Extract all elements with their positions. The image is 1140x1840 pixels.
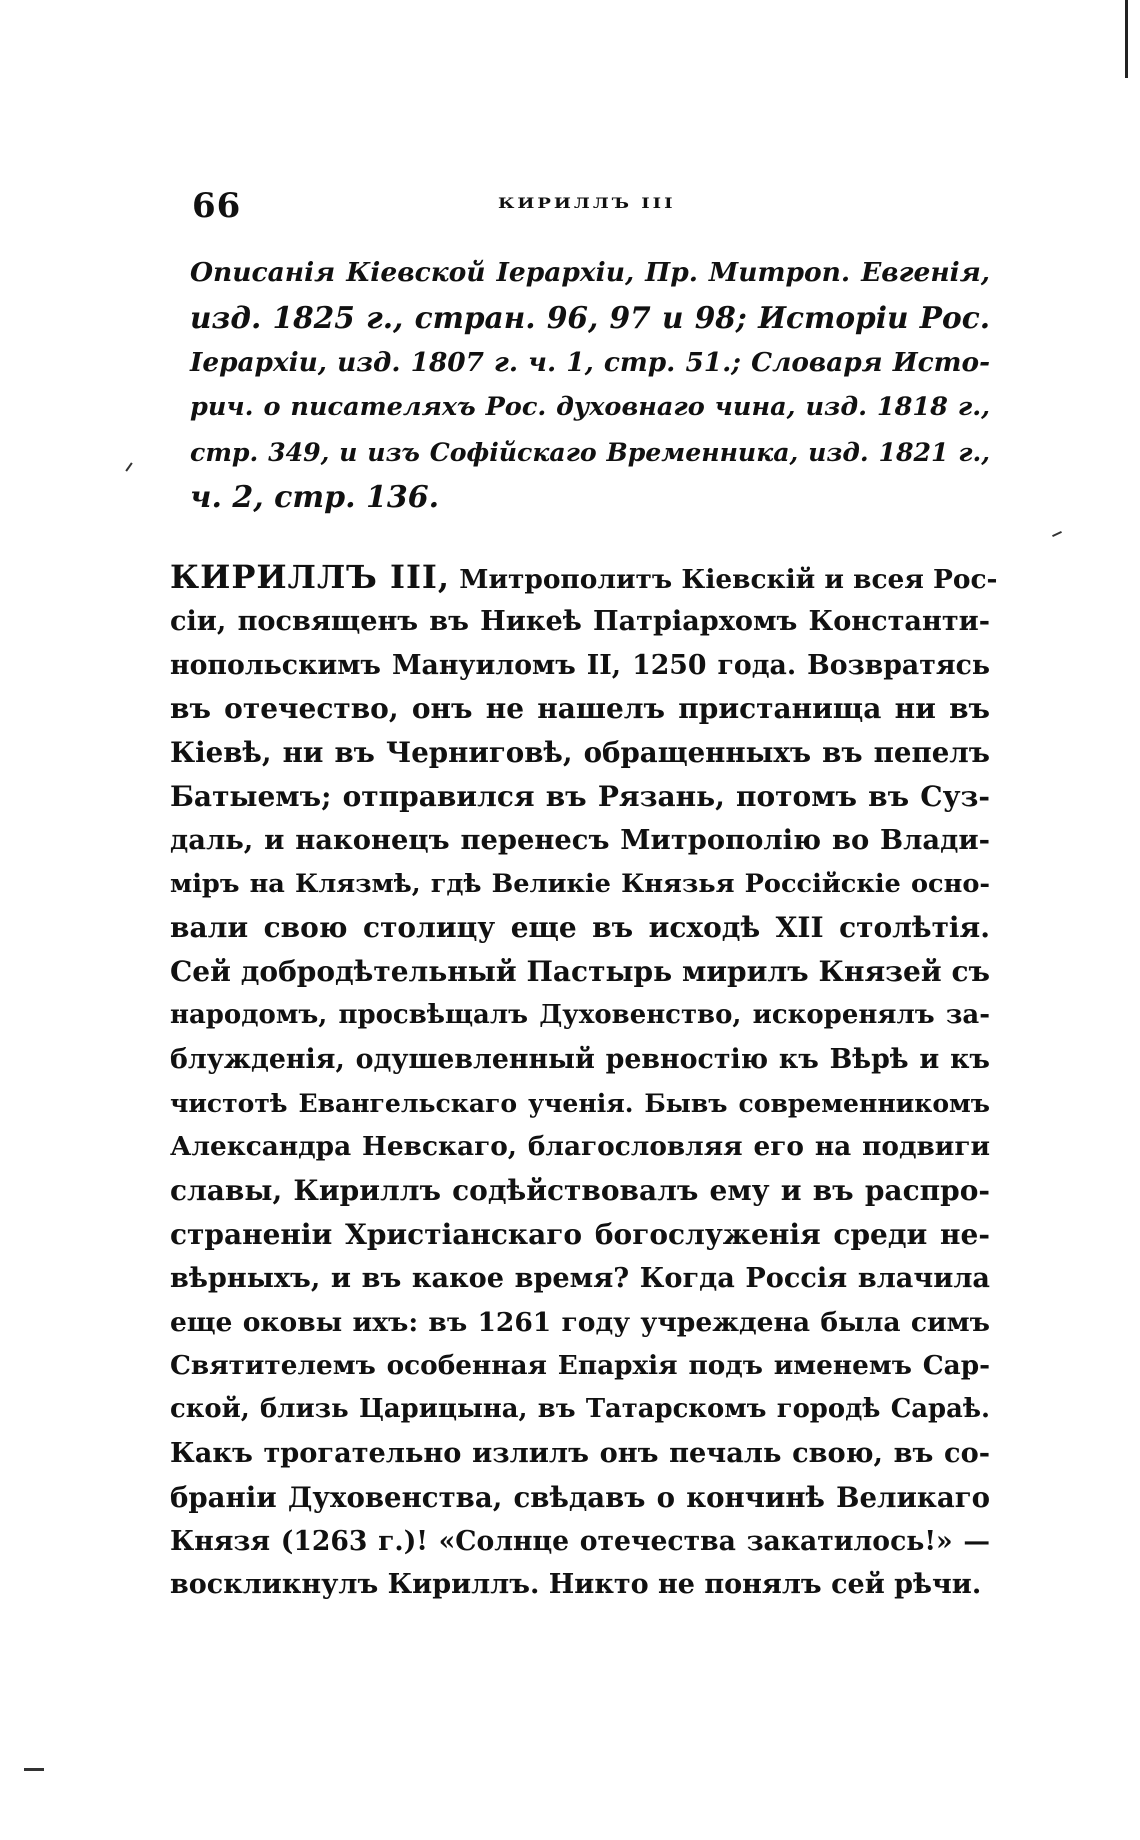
article-line: вѣрныхъ, и въ какое время? Когда Россія влачила <box>170 1262 990 1294</box>
bibliography-line: стр. 349, и изъ Софійскаго Временника, изд. 1821 г., <box>190 437 990 467</box>
article-line: даль, и наконецъ перенесъ Митрополію во Влади- <box>170 823 990 856</box>
bibliography-line: Іерархіи, изд. 1807 г. ч. 1, стр. 51.; Словаря Исто- <box>190 347 990 378</box>
article-line: страненіи Христіанскаго богослуженія среди не- <box>170 1217 990 1251</box>
article-line: Князя (1263 г.)! «Солнце отечества закатилось!» — <box>170 1525 990 1557</box>
running-head: КИРИЛЛЪ III <box>498 196 676 212</box>
stray-mark <box>1052 531 1062 537</box>
article-first-line <box>170 556 998 600</box>
article-line: Сей добродѣтельный Пастырь мирилъ Князей съ <box>170 955 990 989</box>
article-line: міръ на Клязмѣ, гдѣ Великіе Князья Россійскіе осно- <box>170 868 990 899</box>
article-line: нопольскимъ Мануиломъ II, 1250 года. Возвратясь <box>170 649 990 681</box>
article-line: Какъ трогательно излилъ онъ печаль свою, въ со- <box>170 1436 990 1469</box>
article-line: Александра Невскаго, благословляя его на подвиги <box>170 1131 990 1163</box>
bibliography-block <box>190 250 990 520</box>
article-headword: КИРИЛЛЪ III, <box>170 558 451 596</box>
scan-edge-mark <box>1125 0 1128 78</box>
article-line: въ отечество, онъ не нашелъ пристанища ни въ <box>170 692 990 726</box>
article-line: славы, Кириллъ содѣйствовалъ ему и въ распро- <box>170 1174 990 1208</box>
article-line: браніи Духовенства, свѣдавъ о кончинѣ Великаго <box>170 1480 990 1514</box>
article-line: чистотѣ Евангельскаго ученія. Бывъ современникомъ <box>170 1087 990 1118</box>
article-line: ской, близь Царицына, въ Татарскомъ городѣ Сараѣ. <box>170 1394 990 1425</box>
article-line: народомъ, просвѣщалъ Духовенство, искоренялъ за- <box>170 999 990 1030</box>
article-first-line-text: Митрополитъ Кіевскій и всея Рос- <box>459 564 998 595</box>
article-line: воскликнулъ Кириллъ. Никто не понялъ сей рѣчи. <box>170 1569 982 1601</box>
page-number: 66 <box>192 186 242 226</box>
stray-mark <box>24 1768 44 1771</box>
article-line: сіи, посвященъ въ Никеѣ Патріархомъ Константи- <box>170 605 990 637</box>
page-header <box>192 178 992 228</box>
article-line: Кіевѣ, ни въ Черниговѣ, обращенныхъ въ пепелъ <box>170 736 990 770</box>
article-line: вали свою столицу еще въ исходѣ XII столѣтія. <box>170 911 990 945</box>
article-line: блужденія, одушевленный ревностію къ Вѣрѣ и къ <box>170 1043 990 1075</box>
article-line: еще оковы ихъ: въ 1261 году учреждена была симъ <box>170 1306 990 1338</box>
article-body <box>170 556 998 1607</box>
bibliography-line: изд. 1825 г., стран. 96, 97 и 98; Исторіи Рос. <box>190 300 990 335</box>
stray-mark <box>125 462 132 471</box>
bibliography-line: рич. о писателяхъ Рос. духовнаго чина, изд. 1818 г., <box>190 392 990 422</box>
article-line: Святителемъ особенная Епархія подъ именемъ Сар- <box>170 1350 990 1382</box>
bibliography-line: ч. 2, стр. 136. <box>190 480 440 515</box>
article-line: Батыемъ; отправился въ Рязань, потомъ въ Суз- <box>170 779 990 813</box>
bibliography-line: Описанія Кіевской Іерархіи, Пр. Митроп. Евгенія, <box>190 257 990 288</box>
